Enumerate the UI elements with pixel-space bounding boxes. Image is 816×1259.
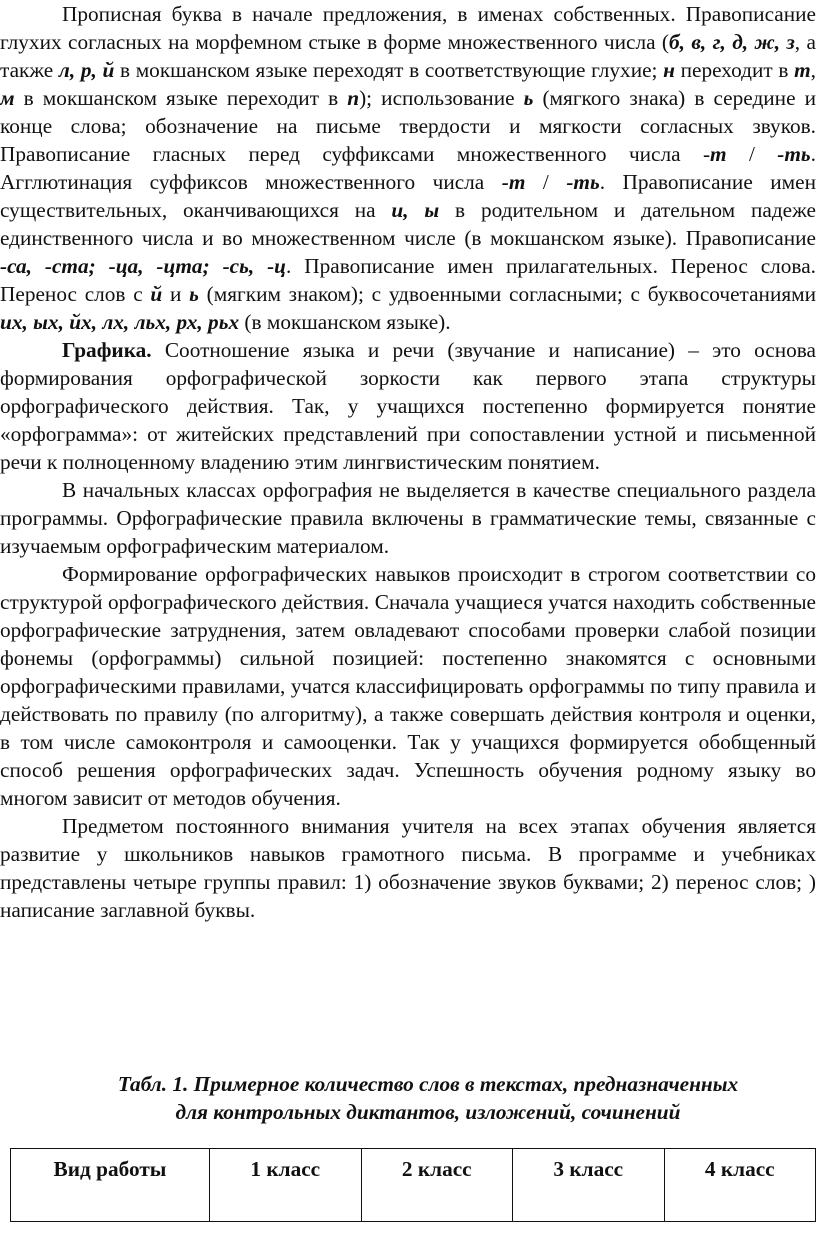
emphasis: -ть — [777, 142, 811, 166]
paragraph-literacy: Предметом постоянного внимания учителя на всех этапах обучения является развитие у школьников навыков грамотного письма. В программе и учебниках представлены четыре группы правил: 1) обозначение звуков буквами; 2) перенос слов; ) написание заглавной буквы. — [0, 814, 816, 922]
emphasis: -са, -ста; -ца, -цта; -сь, -ц — [0, 254, 287, 278]
word-count-table — [10, 1148, 816, 1222]
paragraph-graphics: Графика. Соотношение языка и речи (звучание и написание) – это основа формирования орфографической зоркости как первого этапа структуры орфографического действия. Так, у учащихся постепенно формируется понятие «орфограмма»: от житейских представлений при сопоставлении устной и письменной речи к полноценному владению этим лингвистическим понятием. — [0, 338, 816, 474]
emphasis: т — [710, 142, 727, 166]
table-header-cell: 1 класс — [210, 1149, 362, 1222]
table-header-cell: Вид работы — [11, 1149, 210, 1222]
emphasis: б, в, г, д, ж, з — [669, 30, 795, 54]
emphasis: т — [794, 58, 811, 82]
emphasis: п — [347, 86, 360, 110]
emphasis: л, р, й — [58, 58, 115, 82]
emphasis: -т — [501, 170, 526, 194]
caption-line: Табл. 1. Примерное количество слов в текстах, предназначенных — [117, 1072, 739, 1096]
emphasis: ь — [523, 86, 534, 110]
section-heading: Графика. — [62, 338, 152, 362]
caption-line: для контрольных диктантов, изложений, сочинений — [175, 1100, 681, 1124]
table-caption — [0, 1070, 816, 1126]
table-header-cell: 3 класс — [513, 1149, 665, 1222]
table-header-cell: 4 класс — [664, 1149, 816, 1222]
emphasis: и, ы — [391, 198, 440, 222]
emphasis: -ть — [566, 170, 600, 194]
emphasis: их, ых, йх, лх, льх, рх, рьх — [0, 310, 240, 334]
table-header-cell: 2 класс — [361, 1149, 513, 1222]
emphasis: ь — [189, 282, 199, 306]
emphasis: й — [150, 282, 163, 306]
paragraph-skills-formation: Формирование орфографических навыков происходит в строгом соответствии со структурой орфографического действия. Сначала учащиеся учатся находить собственные орфографические затруднения, затем овладевают способами проверки слабой позиции фонемы (орфограммы) сильной позицией: постепенно знакомятся с основными орфографическими правилами, учатся классифицировать орфограммы по типу правила и действовать по правилу (по алгоритму), а также совершать действия контроля и оценки, в том числе самоконтроля и самооценки. Так у учащихся формируется обобщенный способ решения орфографических задач. Успешность обучения родному языку во многом зависит от методов обучения. — [0, 562, 816, 810]
emphasis: н — [663, 58, 675, 82]
table-header-row — [11, 1149, 816, 1222]
paragraph-spelling-rules: Прописная буква в начале предложения, в именах собственных. Правописание глухих согласных на морфемном стыке в форме множественного числа (б, в, г, д, ж, з, а также л, р, й в мокшанском языке переходят в соответствующие глухие; н переходит в т, м в мокшанском языке переходит в п); использование ь (мягкого знака) в середине и конце слова; обозначение на письме твердости и мягкости согласных звуков. Правописание гласных перед суффиксами множественного числа -т / -ть. Агглютинация суффиксов множественного числа -т / -ть. Правописание имен существительных, оканчивающихся на и, ы в родительном и дательном падеже единственного числа и во множественном числе (в мокшанском языке). Правописание -са, -ста; -ца, -цта; -сь, -ц. Правописание имен прилагательных. Перенос слова. Перенос слов с й и ь (мягким знаком); с удвоенными согласными; с буквосочетаниями их, ых, йх, лх, льх, рх, рьх (в мокшанском языке). — [0, 2, 816, 334]
emphasis: м — [0, 86, 15, 110]
paragraph-primary-classes: В начальных классах орфография не выделяется в качестве специального раздела программы. Орфографические правила включены в грамматические темы, связанные с изучаемым орфографическим материалом. — [0, 478, 816, 558]
